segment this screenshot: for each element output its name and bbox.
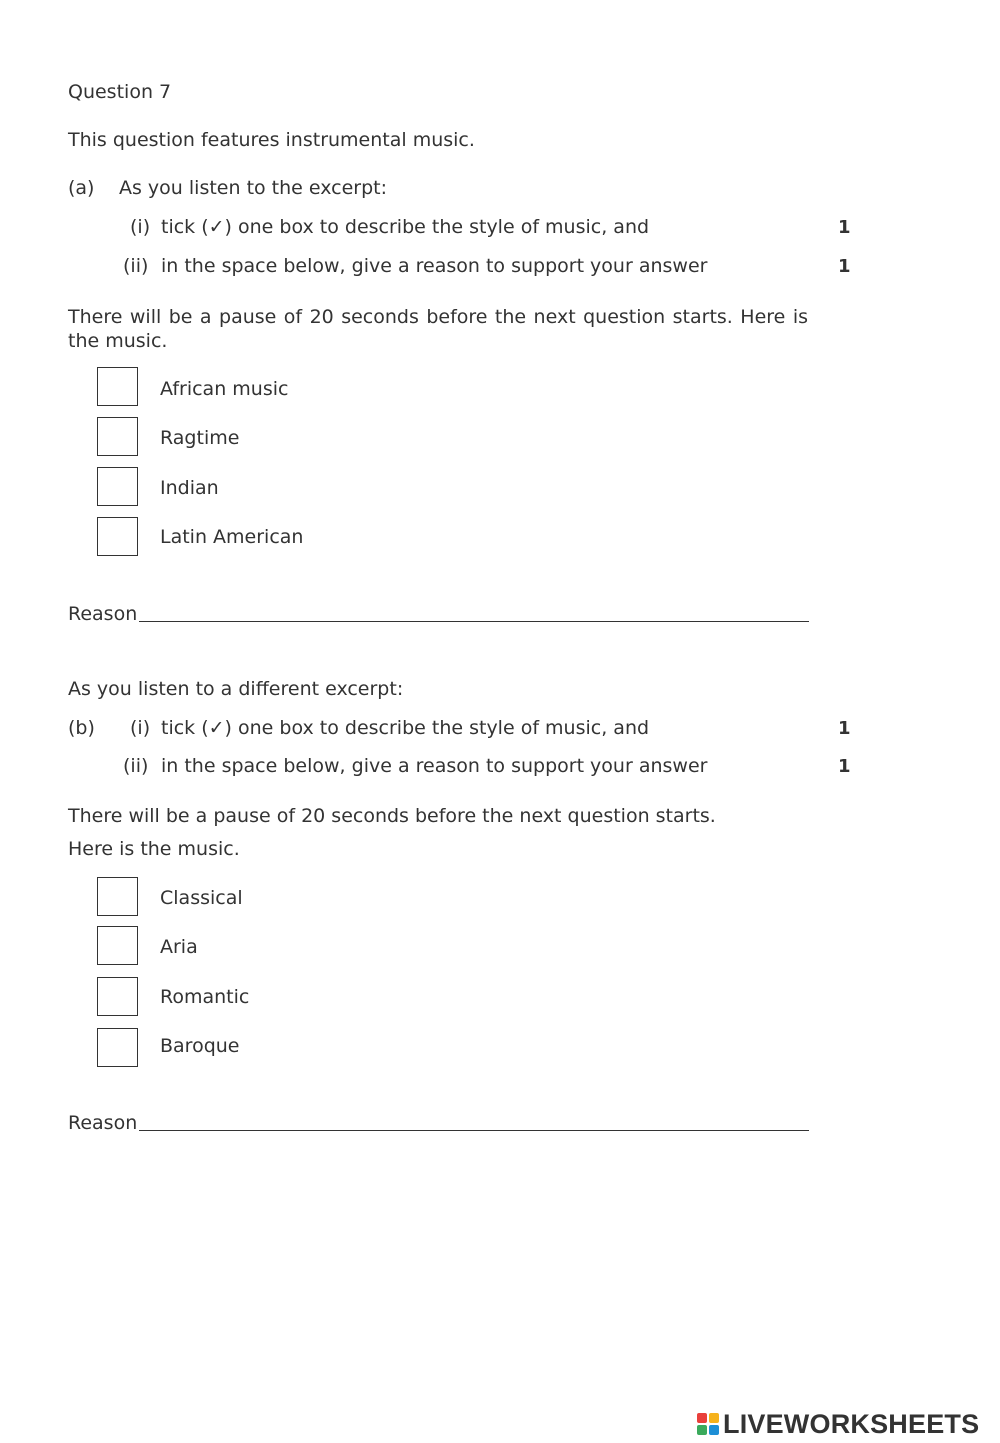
part-a-sub-i-text: tick (✓) one box to describe the style of music, and — [161, 216, 650, 238]
option-label: Ragtime — [160, 427, 240, 449]
part-b-sub-ii-text: in the space below, give a reason to support your answer — [161, 755, 708, 777]
part-b-sub-i-mark: 1 — [838, 718, 851, 739]
part-a-sub-i-label: (i) — [130, 216, 151, 238]
part-b-sub-ii-label: (ii) — [123, 755, 149, 777]
part-a-sub-i-mark: 1 — [838, 217, 851, 238]
option-label: Latin American — [160, 526, 304, 548]
option-label: African music — [160, 378, 289, 400]
checkbox-latin-american[interactable] — [97, 517, 138, 556]
option-label: Romantic — [160, 986, 250, 1008]
question-title: Question 7 — [68, 81, 172, 103]
checkbox-baroque[interactable] — [97, 1028, 138, 1067]
checkbox-aria[interactable] — [97, 926, 138, 965]
part-a-sub-ii-text: in the space below, give a reason to support your answer — [161, 255, 708, 277]
option-label: Aria — [160, 936, 198, 958]
checkbox-classical[interactable] — [97, 877, 138, 916]
reason-input-a[interactable] — [139, 621, 809, 622]
reason-input-b[interactable] — [139, 1130, 809, 1131]
logo-square-red — [697, 1413, 707, 1423]
part-b-sub-i-label: (i) — [130, 717, 151, 739]
option-label: Baroque — [160, 1035, 240, 1057]
checkbox-ragtime[interactable] — [97, 417, 138, 456]
option-label: Classical — [160, 887, 243, 909]
logo-square-green — [697, 1425, 707, 1435]
liveworksheets-logo — [697, 1408, 979, 1440]
logo-square-yellow — [709, 1413, 719, 1423]
part-a-label: (a) — [68, 177, 95, 199]
logo-square-blue — [709, 1425, 719, 1435]
part-b-sub-i-text: tick (✓) one box to describe the style of music, and — [161, 717, 650, 739]
part-b-label: (b) — [68, 717, 95, 739]
part-b-sub-ii-mark: 1 — [838, 756, 851, 777]
part-b-music-text: Here is the music. — [68, 838, 240, 860]
checkbox-african-music[interactable] — [97, 367, 138, 406]
logo-icon — [697, 1413, 719, 1435]
checkbox-indian[interactable] — [97, 467, 138, 506]
question-intro: This question features instrumental music. — [68, 129, 475, 151]
part-b-instruction: As you listen to a different excerpt: — [68, 678, 404, 700]
part-a-sub-ii-label: (ii) — [123, 255, 149, 277]
part-a-pause-text: There will be a pause of 20 seconds before the next question starts. Here is the music. — [68, 306, 808, 352]
part-a-instruction: As you listen to the excerpt: — [119, 177, 388, 199]
part-b-pause-text: There will be a pause of 20 seconds before the next question starts. — [68, 805, 716, 827]
reason-label-a: Reason — [68, 603, 138, 625]
reason-label-b: Reason — [68, 1112, 138, 1134]
part-a-sub-ii-mark: 1 — [838, 256, 851, 277]
logo-text: LIVEWORKSHEETS — [723, 1408, 980, 1439]
checkbox-romantic[interactable] — [97, 977, 138, 1016]
option-label: Indian — [160, 477, 219, 499]
